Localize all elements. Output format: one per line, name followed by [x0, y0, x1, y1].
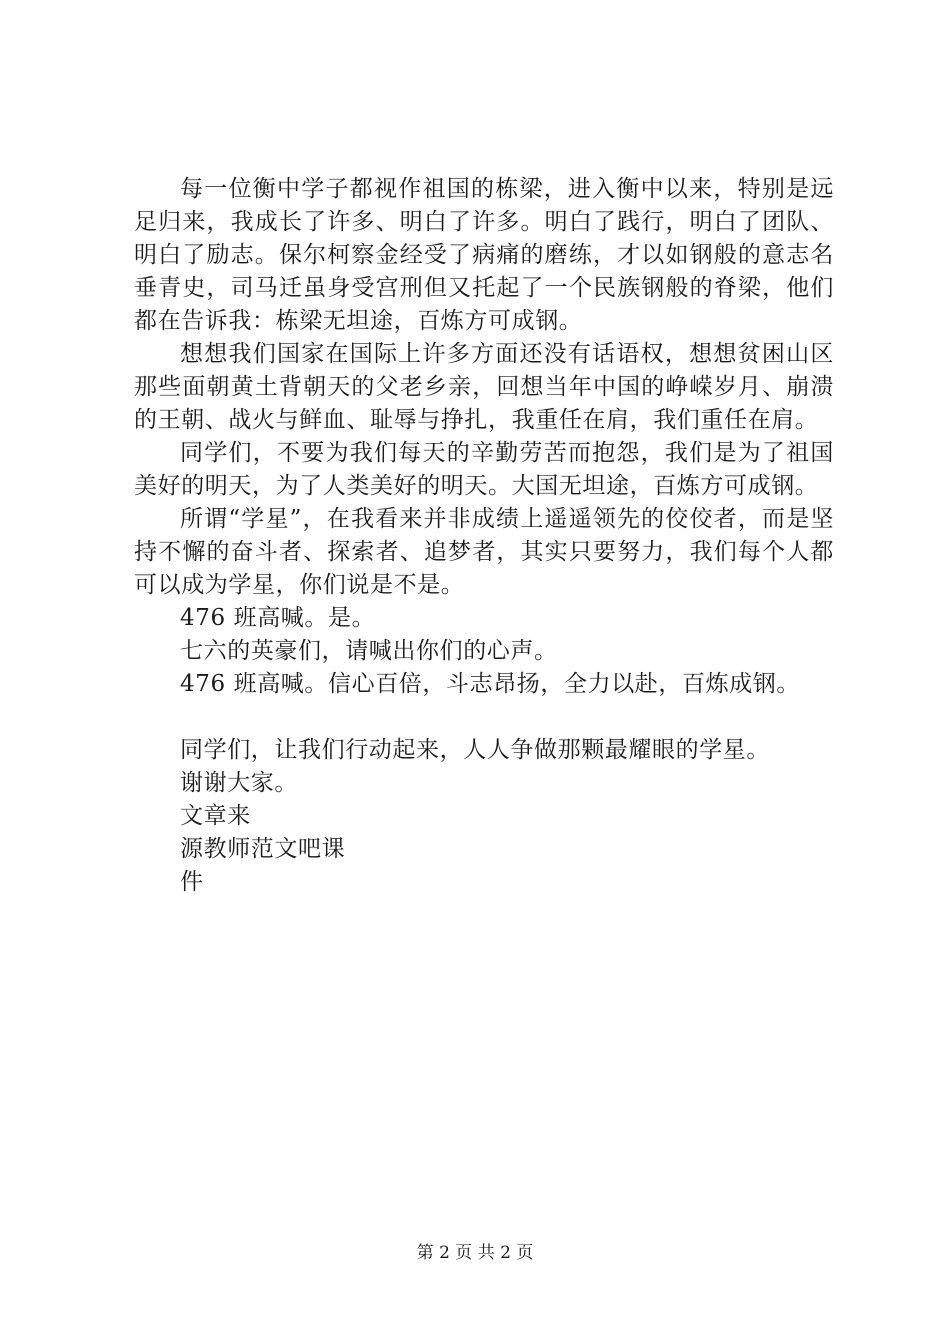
document-body [134, 173, 834, 899]
page-number-footer: 第 2 页 共 2 页 [416, 1243, 534, 1263]
paragraph: 每一位衡中学子都视作祖国的栋梁，进入衡中以来，特别是远足归来，我成长了许多、明白了许多。明白了践行，明白了团队、明白了励志。保尔柯察金经受了病痛的磨练，才以如钢般的意志名垂青史，司马迁虽身受宫刑但又托起了一个民族钢般的脊梁，他们都在告诉我：栋梁无坦途，百炼方可成钢。 [134, 176, 834, 334]
source-line: 源教师范文吧课 [180, 836, 346, 862]
paragraph: 想想我们国家在国际上许多方面还没有话语权，想想贫困山区那些面朝黄土背朝天的父老乡亲，回想当年中国的峥嵘岁月、崩溃的王朝、战火与鲜血、耻辱与挣扎，我重任在肩，我们重任在肩。 [134, 341, 834, 433]
closing-line: 谢谢大家。 [180, 770, 298, 796]
source-line: 文章来 [180, 803, 251, 829]
text-line: 476 班高喊。是。 [180, 605, 376, 631]
paragraph: 所谓“学星”，在我看来并非成绩上遥遥领先的佼佼者，而是坚持不懈的奋斗者、探索者、追梦者，其实只要努力，我们每个人都可以成为学星，你们说是不是。 [134, 506, 834, 598]
blank-line [134, 701, 834, 734]
text-line: 476 班高喊。信心百倍，斗志昂扬，全力以赴，百炼成钢。 [180, 671, 801, 697]
closing-line: 同学们，让我们行动起来，人人争做那颗最耀眼的学星。 [180, 737, 770, 763]
paragraph: 同学们，不要为我们每天的辛勤劳苦而抱怨，我们是为了祖国美好的明天，为了人类美好的明天。大国无坦途，百炼方可成钢。 [134, 440, 834, 499]
text-line: 七六的英豪们，请喊出你们的心声。 [180, 638, 558, 664]
source-line: 件 [180, 869, 204, 895]
